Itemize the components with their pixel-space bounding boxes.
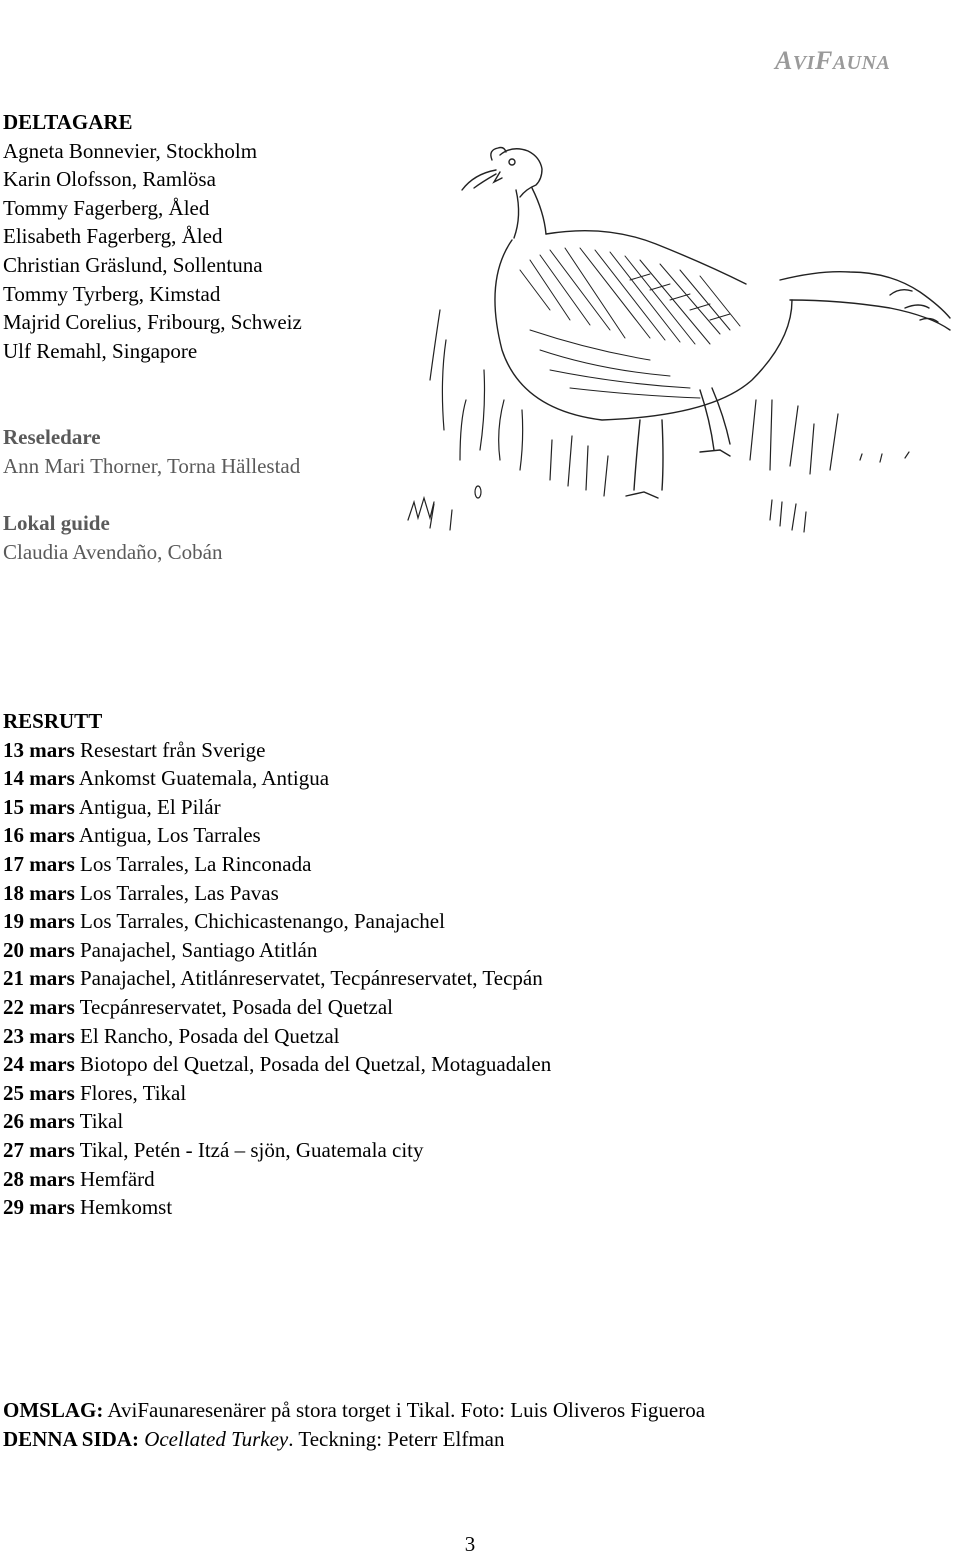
route-day: 21 mars Panajachel, Atitlánreservatet, Tecpánreservatet, Tecpán <box>3 966 543 991</box>
local-guide-heading: Lokal guide <box>3 511 110 535</box>
route-day: 19 mars Los Tarrales, Chichicastenango, Panajachel <box>3 909 445 934</box>
participant-name: Tommy Fagerberg, Åled <box>3 195 210 220</box>
route-heading: RESRUTT <box>3 709 103 733</box>
route-day: 28 mars Hemfärd <box>3 1166 155 1191</box>
route-day: 15 mars Antigua, El Pilár <box>3 794 221 819</box>
page-credit: DENNA SIDA: Ocellated Turkey. Teckning: Peterr Elfman <box>3 1426 505 1451</box>
route-day: 27 mars Tikal, Petén - Itzá – sjön, Guatemala city <box>3 1137 424 1162</box>
route-day: 22 mars Tecpánreservatet, Posada del Quetzal <box>3 994 394 1019</box>
credits-section <box>3 1396 705 1453</box>
participants-section <box>3 108 302 365</box>
avifauna-logo <box>770 0 955 78</box>
local-guide-name: Claudia Avendaño, Cobán <box>3 539 223 564</box>
route-day: 24 mars Biotopo del Quetzal, Posada del Quetzal, Motaguadalen <box>3 1052 552 1077</box>
ocellated-turkey-illustration <box>400 130 960 550</box>
tour-leader-heading: Reseledare <box>3 425 101 449</box>
route-day: 18 mars Los Tarrales, Las Pavas <box>3 880 279 905</box>
participant-name: Christian Gräslund, Sollentuna <box>3 252 263 277</box>
route-day: 23 mars El Rancho, Posada del Quetzal <box>3 1023 340 1048</box>
local-guide-section <box>3 509 223 566</box>
route-day: 29 mars Hemkomst <box>3 1195 173 1220</box>
tour-leader-name: Ann Mari Thorner, Torna Hällestad <box>3 453 301 478</box>
participant-name: Elisabeth Fagerberg, Åled <box>3 224 223 249</box>
participant-name: Karin Olofsson, Ramlösa <box>3 167 216 192</box>
cover-credit: OMSLAG: AviFaunaresenärer på stora torget i Tikal. Foto: Luis Oliveros Figueroa <box>3 1398 706 1422</box>
participant-name: Majrid Corelius, Fribourg, Schweiz <box>3 310 302 335</box>
route-day: 17 mars Los Tarrales, La Rinconada <box>3 851 312 876</box>
route-day: 20 mars Panajachel, Santiago Atitlán <box>3 937 318 962</box>
logo-wordmark: AVIFAUNA <box>775 46 891 75</box>
route-day: 25 mars Flores, Tikal <box>3 1080 187 1105</box>
page-number: 3 <box>464 1532 476 1556</box>
route-day: 16 mars Antigua, Los Tarrales <box>3 823 261 848</box>
participant-name: Tommy Tyrberg, Kimstad <box>3 281 221 306</box>
route-day: 14 mars Ankomst Guatemala, Antigua <box>3 766 330 791</box>
route-day: 13 mars Resestart från Sverige <box>3 737 266 762</box>
route-section <box>3 707 551 1222</box>
participants-heading: DELTAGARE <box>3 110 133 134</box>
tour-leader-section <box>3 423 300 480</box>
route-day: 26 mars Tikal <box>3 1109 124 1134</box>
participant-name: Ulf Remahl, Singapore <box>3 338 198 363</box>
participant-name: Agneta Bonnevier, Stockholm <box>3 138 258 163</box>
